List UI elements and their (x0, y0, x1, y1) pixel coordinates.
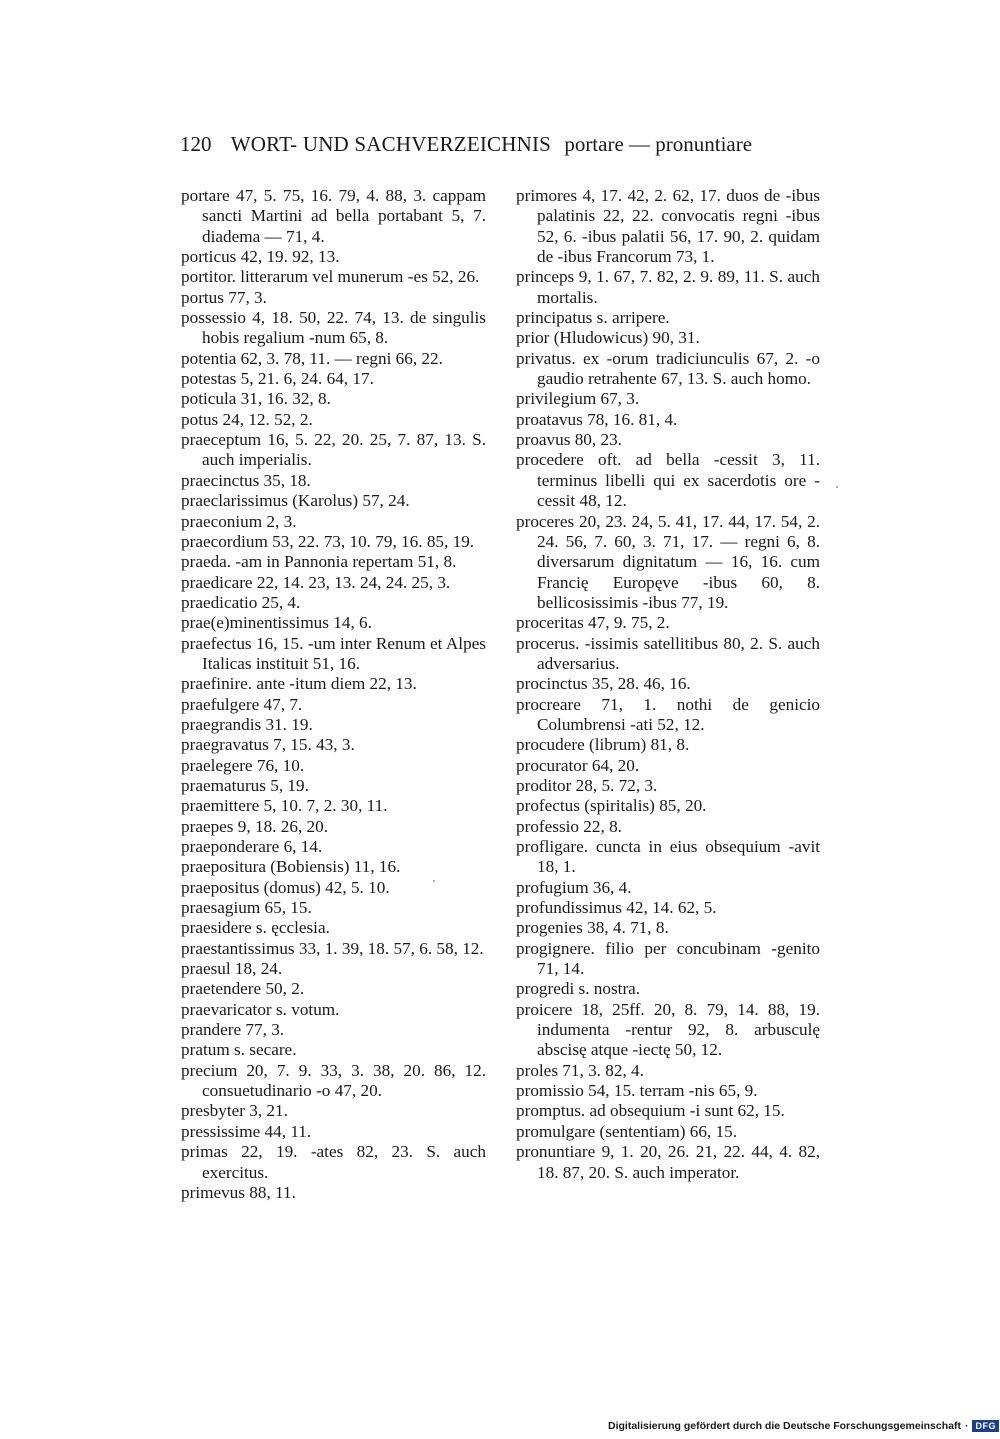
index-entry: portare 47, 5. 75, 16. 79, 4. 88, 3. cappam sancti Martini ad bella portabant 5, 7. diadema — 71, 4. (181, 186, 486, 246)
index-entry: praetendere 50, 2. (181, 979, 305, 999)
index-column-right (516, 186, 820, 1183)
index-entry: proceritas 47, 9. 75, 2. (516, 613, 670, 633)
page-title: WORT- UND SACHVERZEICHNIS (230, 132, 552, 156)
index-entry: prandere 77, 3. (181, 1020, 285, 1040)
index-entry: primevus 88, 11. (181, 1182, 296, 1202)
index-entry: praestantissimus 33, 1. 39, 18. 57, 6. 58, 12. (181, 938, 484, 958)
index-entry: praefulgere 47, 7. (181, 694, 303, 714)
index-entry: praematurus 5, 19. (181, 775, 309, 795)
index-entry: praepositura (Bobiensis) 11, 16. (181, 857, 401, 877)
index-entry: profectus (spiritalis) 85, 20. (516, 796, 707, 816)
index-entry: praedicare 22, 14. 23, 13. 24, 24. 25, 3. (181, 572, 451, 592)
index-entry: potentia 62, 3. 78, 11. — regni 66, 22. (181, 348, 443, 368)
index-entry: portus 77, 3. (181, 287, 267, 307)
index-entry: praeda. -am in Pannonia repertam 51, 8. (181, 552, 457, 572)
index-entry: proles 71, 3. 82, 4. (516, 1060, 644, 1080)
index-entry: praeceptum 16, 5. 22, 20. 25, 7. 87, 13. S. auch imperialis. (181, 430, 486, 470)
index-entry: procreare 71, 1. nothi de genicio Columbrensi -ati 52, 12. (516, 694, 820, 734)
index-entry: porticus 42, 19. 92, 13. (181, 247, 340, 267)
index-entry: professio 22, 8. (516, 816, 622, 836)
scan-speck (836, 486, 838, 488)
index-entry: princeps 9, 1. 67, 7. 82, 2. 9. 89, 11. S. auch mortalis. (516, 267, 820, 307)
index-entry: precium 20, 7. 9. 33, 3. 38, 20. 86, 12. consuetudinario -o 47, 20. (181, 1060, 486, 1101)
index-entry: praepes 9, 18. 26, 20. (181, 816, 329, 836)
index-entry: progredi s. nostra. (516, 979, 641, 999)
index-entry: primas 22, 19. -ates 82, 23. S. auch exercitus. (181, 1142, 486, 1182)
index-entry: progenies 38, 4. 71, 8. (516, 918, 669, 938)
index-entry: privilegium 67, 3. (516, 389, 640, 409)
index-entry: profugium 36, 4. (516, 877, 632, 897)
index-entry: promulgare (sententiam) 66, 15. (516, 1121, 737, 1141)
dfg-logo: DFG (972, 1420, 999, 1432)
index-entry: prae(e)minentissimus 14, 6. (181, 613, 372, 633)
index-entry: profligare. cuncta in eius obsequium -avit 18, 1. (516, 837, 820, 877)
index-entry: pressissime 44, 11. (181, 1121, 312, 1141)
index-entry: praelegere 76, 10. (181, 755, 305, 775)
index-entry: praevaricator s. votum. (181, 999, 340, 1019)
index-entry: profundissimus 42, 14. 62, 5. (516, 898, 717, 918)
index-entry: procedere oft. ad bella -cessit 3, 11. terminus libelli qui ex sacerdotis ore -cessit 48, 12. (516, 450, 820, 511)
index-entry: procurator 64, 20. (516, 755, 640, 775)
index-entry: praecordium 53, 22. 73, 10. 79, 16. 85, 19. (181, 531, 475, 551)
index-entry: procudere (librum) 81, 8. (516, 735, 690, 755)
index-entry: proavus 80, 23. (516, 430, 622, 450)
index-entry: praefectus 16, 15. -um inter Renum et Alpes Italicas instituit 51, 16. (181, 633, 486, 673)
index-entry: praeclarissimus (Karolus) 57, 24. (181, 491, 410, 511)
index-entry: primores 4, 17. 42, 2. 62, 17. duos de -ibus palatinis 22, 22. convocatis regni -ibus 52, 6. -ibus palatii 56, 17. 90, 2. quidam de -ibus Francorum 73, 1. (516, 186, 820, 267)
index-entry: praesul 18, 24. (181, 959, 283, 979)
index-entry: promptus. ad obsequium -i sunt 62, 15. (516, 1101, 785, 1121)
index-entry: portitor. litterarum vel munerum -es 52, 26. (181, 267, 480, 287)
running-header (180, 132, 820, 157)
scan-speck (433, 880, 435, 882)
index-entry: praepositus (domus) 42, 5. 10. (181, 877, 390, 897)
index-entry: progignere. filio per concubinam -genito 71, 14. (516, 938, 820, 979)
index-entry: privatus. ex -orum tradiciunculis 67, 2. -o gaudio retrahente 67, 13. S. auch homo. (516, 348, 820, 389)
index-entry: praegravatus 7, 15. 43, 3. (181, 735, 355, 755)
index-entry: praecinctus 35, 18. (181, 470, 311, 490)
entry-range: portare — pronuntiare (564, 132, 753, 156)
index-entry: praegrandis 31. 19. (181, 714, 313, 734)
index-entry: praesidere s. ęcclesia. (181, 918, 330, 938)
index-entry: praedicatio 25, 4. (181, 592, 301, 612)
index-entry: proditor 28, 5. 72, 3. (516, 775, 658, 795)
index-entry: possessio 4, 18. 50, 22. 74, 13. de singulis hobis regalium -num 65, 8. (181, 308, 486, 348)
index-entry: promissio 54, 15. terram -nis 65, 9. (516, 1081, 758, 1101)
index-entry: praefinire. ante -itum diem 22, 13. (181, 674, 417, 694)
index-entry: praeconium 2, 3. (181, 511, 297, 531)
index-entry: proicere 18, 25ff. 20, 8. 79, 14. 88, 19. indumenta -rentur 92, 8. arbusculę abscisę atque -iectę 50, 12. (516, 999, 820, 1060)
index-entry: procinctus 35, 28. 46, 16. (516, 674, 691, 694)
index-entry: procerus. -issimis satellitibus 80, 2. S. auch adversarius. (516, 633, 820, 673)
index-entry: pratum s. secare. (181, 1040, 297, 1060)
index-entry: pronuntiare 9, 1. 20, 26. 21, 22. 44, 4. 82, 18. 87, 20. S. auch imperator. (516, 1142, 820, 1182)
index-entry: praemittere 5, 10. 7, 2. 30, 11. (181, 796, 388, 816)
page-number: 120 (180, 132, 212, 156)
index-entry: praeponderare 6, 14. (181, 837, 323, 856)
index-column-left (181, 186, 486, 1203)
index-entry: principatus s. arripere. (516, 308, 670, 328)
index-entry: presbyter 3, 21. (181, 1101, 288, 1121)
index-entry: prior (Hludowicus) 90, 31. (516, 328, 700, 348)
index-entry: potestas 5, 21. 6, 24. 64, 17. (181, 369, 374, 389)
index-entry: proceres 20, 23. 24, 5. 41, 17. 44, 17. 54, 2. 24. 56, 7. 60, 3. 71, 17. — regni 6, 8. diversarum dignitatum — 16, 16. cum Francię Europęve -ibus 60, 8. bellicosissimis -ibus 77, 19. (516, 511, 820, 612)
index-entry: poticula 31, 16. 32, 8. (181, 389, 331, 409)
index-entry: potus 24, 12. 52, 2. (181, 409, 313, 429)
funding-footer: Digitalisierung gefördert durch die Deutsche Forschungsgemeinschaft · DFG (608, 1420, 999, 1432)
index-entry: proatavus 78, 16. 81, 4. (516, 409, 678, 429)
index-entry: praesagium 65, 15. (181, 898, 312, 918)
funding-note: Digitalisierung gefördert durch die Deutsche Forschungsgemeinschaft (608, 1420, 961, 1432)
